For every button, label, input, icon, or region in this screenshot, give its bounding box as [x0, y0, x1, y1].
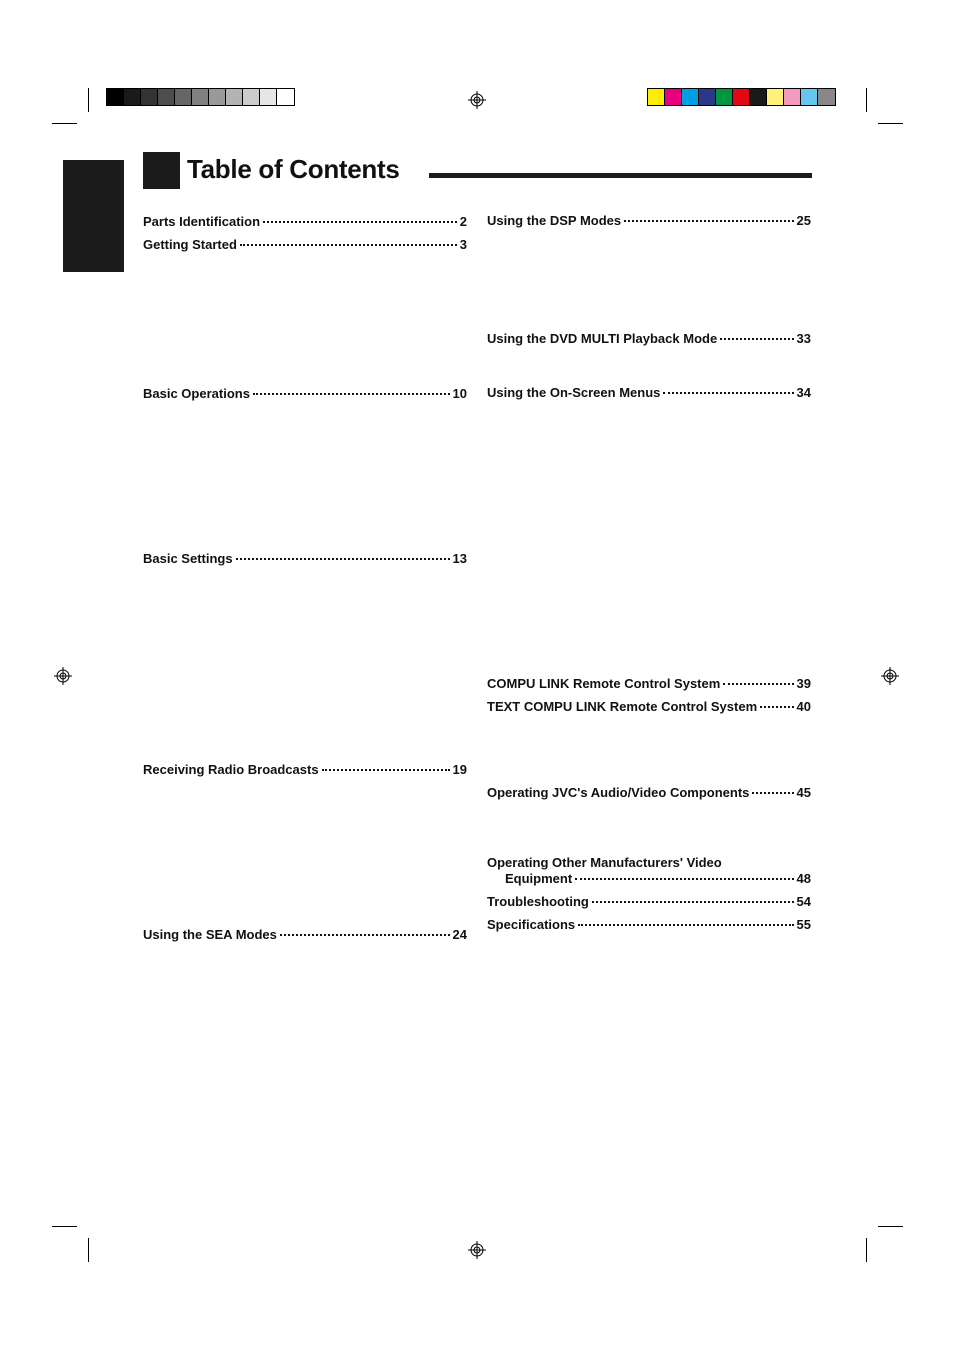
- title-marker-box: [143, 152, 180, 189]
- toc-entry-page: 10: [452, 386, 467, 401]
- crop-mark: [878, 123, 903, 124]
- toc-entry[interactable]: [143, 214, 467, 230]
- color-swatch: [209, 89, 226, 105]
- toc-entry-page: 25: [796, 213, 811, 228]
- toc-entry-page: 39: [796, 676, 811, 691]
- color-swatch: [226, 89, 243, 105]
- leader-dots: [322, 769, 450, 771]
- toc-entry-page: 40: [796, 699, 811, 714]
- toc-entry-page: 55: [796, 917, 811, 932]
- color-swatch: [767, 89, 784, 105]
- registration-mark-icon: [468, 91, 486, 109]
- toc-entry-label: TEXT COMPU LINK Remote Control System: [487, 699, 758, 714]
- registration-mark-icon: [881, 667, 899, 685]
- leader-dots: [723, 683, 793, 685]
- toc-entry-page: 34: [796, 385, 811, 400]
- crop-mark: [878, 1226, 903, 1227]
- toc-entry[interactable]: [143, 927, 467, 943]
- toc-entry-page: 3: [459, 237, 467, 252]
- leader-dots: [240, 244, 457, 246]
- toc-entry-label: Operating JVC's Audio/Video Components: [487, 785, 750, 800]
- color-swatch: [277, 89, 294, 105]
- title-rule: [429, 173, 812, 178]
- color-swatch: [699, 89, 716, 105]
- leader-dots: [624, 220, 793, 222]
- toc-entry[interactable]: [487, 213, 811, 229]
- color-swatch: [733, 89, 750, 105]
- color-swatch: [648, 89, 665, 105]
- toc-entry[interactable]: [143, 551, 467, 567]
- color-swatch: [682, 89, 699, 105]
- toc-entry-label: Using the DVD MULTI Playback Mode: [487, 331, 718, 346]
- toc-entry[interactable]: [487, 785, 811, 801]
- toc-entry-label: Using the SEA Modes: [143, 927, 277, 942]
- leader-dots: [760, 706, 793, 708]
- color-swatch: [665, 89, 682, 105]
- leader-dots: [663, 392, 793, 394]
- leader-dots: [720, 338, 793, 340]
- page-title: Table of Contents: [187, 154, 400, 184]
- crop-mark: [52, 123, 77, 124]
- toc-entry-label: Getting Started: [143, 237, 237, 252]
- crop-mark: [88, 1238, 89, 1262]
- toc-entry-label: Equipment: [505, 871, 573, 886]
- toc-entry-page: 45: [796, 785, 811, 800]
- toc-entry[interactable]: [487, 331, 811, 347]
- color-swatch: [124, 89, 141, 105]
- leader-dots: [592, 901, 794, 903]
- color-swatch: [716, 89, 733, 105]
- toc-entry[interactable]: [505, 871, 811, 887]
- color-swatch: [175, 89, 192, 105]
- toc-entry-label: Using the DSP Modes: [487, 213, 622, 228]
- toc-entry[interactable]: [143, 237, 467, 253]
- toc-entry-page: 24: [452, 927, 467, 942]
- toc-entry-heading[interactable]: Operating Other Manufacturers' Video: [487, 855, 722, 870]
- crop-mark: [866, 88, 867, 112]
- color-swatch: [158, 89, 175, 105]
- color-swatch: [260, 89, 277, 105]
- toc-entry[interactable]: [487, 894, 811, 910]
- toc-entry[interactable]: [487, 385, 811, 401]
- toc-entry[interactable]: [487, 917, 811, 933]
- toc-entry-label: Using the On-Screen Menus: [487, 385, 661, 400]
- crop-mark: [52, 1226, 77, 1227]
- color-swatch: [750, 89, 767, 105]
- toc-entry-page: 33: [796, 331, 811, 346]
- language-tab: [63, 160, 124, 272]
- toc-entry-label: Parts Identification: [143, 214, 261, 229]
- toc-entry-label: Troubleshooting: [487, 894, 589, 909]
- toc-entry[interactable]: [487, 676, 811, 692]
- crop-mark: [88, 88, 89, 112]
- leader-dots: [253, 393, 450, 395]
- toc-entry-label: Specifications: [487, 917, 576, 932]
- crop-mark: [866, 1238, 867, 1262]
- toc-entry-page: 13: [452, 551, 467, 566]
- toc-entry[interactable]: [143, 386, 467, 402]
- color-swatch: [141, 89, 158, 105]
- color-swatch: [818, 89, 835, 105]
- toc-entry-label: Basic Operations: [143, 386, 250, 401]
- toc-entry-page: 19: [452, 762, 467, 777]
- leader-dots: [752, 792, 793, 794]
- toc-entry[interactable]: [143, 762, 467, 778]
- registration-mark-icon: [54, 667, 72, 685]
- registration-mark-icon: [468, 1241, 486, 1259]
- color-swatch: [107, 89, 124, 105]
- leader-dots: [280, 934, 450, 936]
- color-swatch: [784, 89, 801, 105]
- grayscale-swatch-bar: [106, 88, 295, 106]
- toc-entry-label: COMPU LINK Remote Control System: [487, 676, 721, 691]
- leader-dots: [578, 924, 793, 926]
- toc-entry-label: Receiving Radio Broadcasts: [143, 762, 319, 777]
- color-swatch: [801, 89, 818, 105]
- color-swatch: [243, 89, 260, 105]
- color-swatch-bar: [647, 88, 836, 106]
- leader-dots: [263, 221, 457, 223]
- toc-entry-label: Basic Settings: [143, 551, 233, 566]
- toc-entry[interactable]: [487, 699, 811, 715]
- toc-entry-page: 2: [459, 214, 467, 229]
- toc-entry-page: 48: [796, 871, 811, 886]
- color-swatch: [192, 89, 209, 105]
- leader-dots: [236, 558, 450, 560]
- toc-entry-page: 54: [796, 894, 811, 909]
- leader-dots: [575, 878, 793, 880]
